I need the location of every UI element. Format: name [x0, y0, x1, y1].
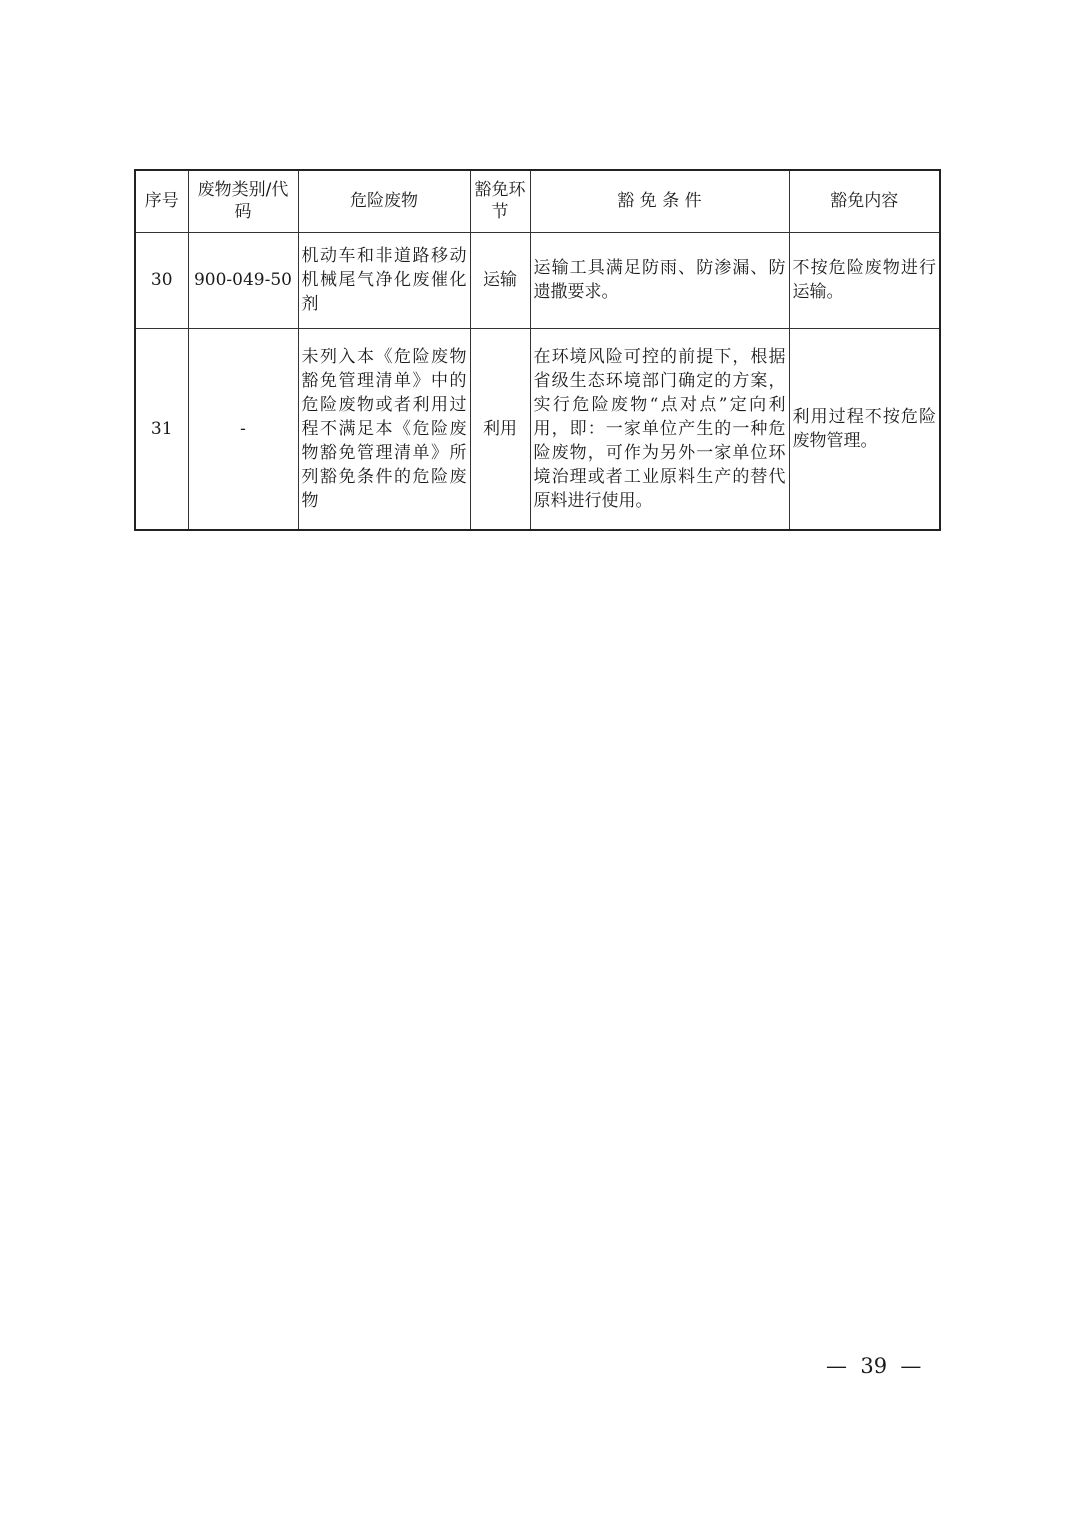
cell-seq: 30 — [135, 232, 188, 328]
cell-code: - — [188, 328, 298, 530]
cell-waste: 机动车和非道路移动机械尾气净化废催化剂 — [298, 232, 470, 328]
exemption-table — [134, 169, 941, 531]
cell-stage: 运输 — [470, 232, 530, 328]
header-exemption-conditions: 豁 免 条 件 — [530, 170, 789, 232]
table-row — [135, 328, 940, 530]
cell-content: 不按危险废物进行运输。 — [789, 232, 940, 328]
cell-waste: 未列入本《危险废物豁免管理清单》中的危险废物或者利用过程不满足本《危险废物豁免管理清单》所列豁免条件的危险废物 — [298, 328, 470, 530]
table-header-row — [135, 170, 940, 232]
cell-conditions: 运输工具满足防雨、防渗漏、防遗撒要求。 — [530, 232, 789, 328]
cell-conditions: 在环境风险可控的前提下，根据省级生态环境部门确定的方案，实行危险废物“点对点”定向利用，即：一家单位产生的一种危险废物，可作为另外一家单位环境治理或者工业原料生产的替代原料进行使用。 — [530, 328, 789, 530]
cell-code: 900-049-50 — [188, 232, 298, 328]
header-exemption-stage: 豁免环节 — [470, 170, 530, 232]
header-exemption-content: 豁免内容 — [789, 170, 940, 232]
cell-stage: 利用 — [470, 328, 530, 530]
header-hazardous-waste: 危险废物 — [298, 170, 470, 232]
table-row — [135, 232, 940, 328]
header-seq: 序号 — [135, 170, 188, 232]
page-number: — 39 — — [826, 1354, 922, 1378]
header-category-code: 废物类别/代码 — [188, 170, 298, 232]
cell-content: 利用过程不按危险废物管理。 — [789, 328, 940, 530]
cell-seq: 31 — [135, 328, 188, 530]
